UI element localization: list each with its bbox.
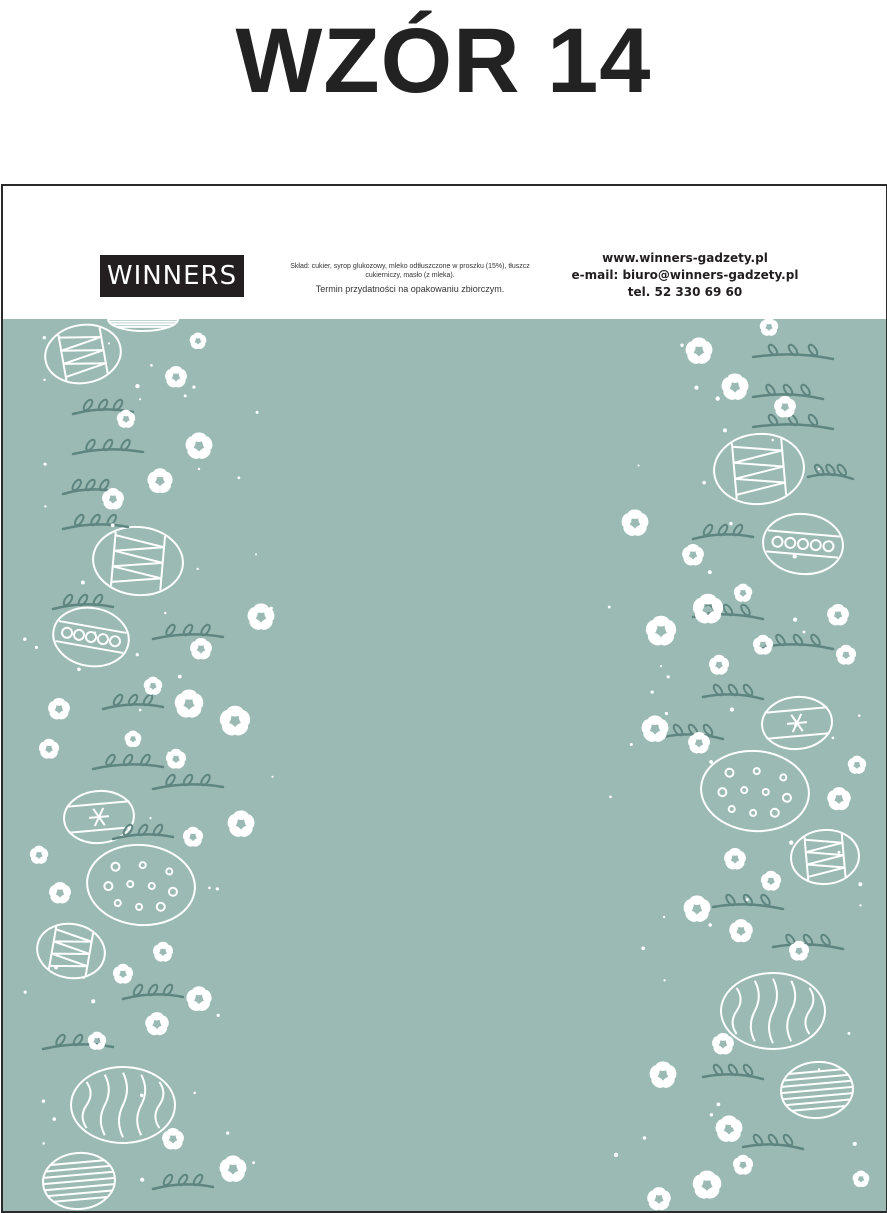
speckle-dot bbox=[256, 411, 259, 414]
flower-icon bbox=[682, 895, 712, 924]
flower-icon bbox=[711, 1033, 736, 1056]
flower-icon bbox=[112, 964, 135, 986]
speckle-dot bbox=[93, 631, 96, 634]
leaf-sprig-icon bbox=[63, 513, 128, 529]
email-text: e-mail: biuro@winners-gadzety.pl bbox=[571, 268, 799, 282]
speckle-dot bbox=[111, 523, 115, 527]
speckle-dot bbox=[52, 712, 56, 716]
flower-icon bbox=[723, 848, 748, 871]
speckle-dot bbox=[739, 598, 741, 600]
speckle-dot bbox=[139, 709, 142, 712]
flower-icon bbox=[101, 488, 126, 511]
easter-egg-icon bbox=[789, 827, 861, 887]
easter-egg-icon bbox=[71, 1067, 175, 1143]
speckle-dot bbox=[24, 991, 27, 994]
speckle-dot bbox=[237, 476, 240, 479]
speckle-dot bbox=[81, 581, 85, 585]
speckle-dot bbox=[729, 375, 732, 378]
speckle-dot bbox=[630, 743, 633, 746]
flower-icon bbox=[720, 373, 750, 402]
flower-icon bbox=[646, 1187, 673, 1211]
flower-icon bbox=[173, 690, 205, 721]
speckle-dot bbox=[23, 638, 26, 641]
leaf-sprig-icon bbox=[713, 893, 783, 909]
speckle-dot bbox=[858, 882, 862, 886]
speckle-dot bbox=[708, 570, 712, 574]
flower-icon bbox=[182, 827, 205, 849]
speckle-dot bbox=[818, 468, 820, 470]
speckle-dot bbox=[192, 386, 195, 389]
easter-egg-icon bbox=[761, 511, 846, 578]
leaf-sprig-icon bbox=[153, 623, 223, 639]
speckle-dot bbox=[193, 1092, 196, 1095]
phone-text: tel. 52 330 69 60 bbox=[627, 285, 743, 299]
speckle-dot bbox=[818, 1068, 820, 1070]
flower-icon bbox=[143, 677, 164, 697]
flower-icon bbox=[48, 882, 73, 905]
speckle-dot bbox=[77, 667, 81, 671]
flower-icon bbox=[760, 871, 783, 893]
speckle-dot bbox=[702, 481, 706, 485]
speckle-dot bbox=[252, 1161, 255, 1164]
flower-icon bbox=[189, 638, 214, 661]
leaf-sprig-icon bbox=[703, 1063, 763, 1079]
speckle-dot bbox=[196, 568, 198, 570]
flower-icon bbox=[826, 787, 853, 812]
easter-egg-icon bbox=[84, 840, 199, 929]
flower-icon bbox=[226, 810, 256, 839]
speckle-dot bbox=[793, 554, 797, 558]
speckle-dot bbox=[44, 463, 47, 466]
leaf-sprig-icon bbox=[93, 753, 163, 769]
leaf-sprig-icon bbox=[763, 633, 833, 649]
flower-icon bbox=[184, 432, 214, 461]
speckle-dot bbox=[651, 690, 654, 693]
ingredients-block bbox=[285, 262, 535, 296]
speckle-dot bbox=[717, 1102, 721, 1106]
speckle-dot bbox=[139, 398, 141, 400]
easter-egg-icon bbox=[108, 319, 178, 331]
speckle-dot bbox=[54, 965, 58, 969]
speckle-dot bbox=[270, 607, 273, 610]
speckle-dot bbox=[140, 1178, 144, 1182]
speckle-dot bbox=[164, 612, 166, 614]
speckle-dot bbox=[42, 1099, 45, 1102]
speckle-dot bbox=[663, 979, 665, 981]
speckle-dot bbox=[832, 737, 835, 740]
flower-icon bbox=[146, 468, 174, 495]
easter-egg-icon bbox=[698, 746, 813, 835]
speckle-dot bbox=[643, 1136, 646, 1139]
expiry-text: Termin przydatności na opakowaniu zbiorczym. bbox=[315, 284, 505, 294]
speckle-dot bbox=[638, 464, 640, 466]
leaf-sprig-icon bbox=[73, 438, 143, 454]
speckle-dot bbox=[135, 384, 139, 388]
leaf-sprig-icon bbox=[113, 823, 173, 839]
easter-egg-icon bbox=[721, 973, 825, 1049]
speckle-dot bbox=[794, 723, 797, 726]
speckle-dot bbox=[746, 898, 749, 901]
speckle-dot bbox=[858, 714, 861, 717]
flower-icon bbox=[144, 1012, 171, 1037]
flower-icon bbox=[691, 594, 725, 626]
easter-egg-pattern bbox=[3, 319, 886, 1211]
contact-block bbox=[565, 250, 805, 301]
flower-icon bbox=[759, 319, 780, 337]
speckle-dot bbox=[789, 840, 793, 844]
flower-icon bbox=[47, 698, 72, 721]
flower-icon bbox=[87, 1032, 108, 1052]
leaf-sprig-icon bbox=[743, 1133, 803, 1149]
easter-egg-icon bbox=[90, 523, 186, 599]
speckle-dot bbox=[723, 428, 727, 432]
flower-icon bbox=[648, 1061, 678, 1090]
speckle-dot bbox=[167, 751, 169, 753]
speckle-dot bbox=[663, 916, 665, 918]
flower-icon bbox=[835, 645, 858, 667]
flower-icon bbox=[732, 1155, 755, 1177]
flower-icon bbox=[124, 731, 143, 749]
flower-icon bbox=[152, 942, 175, 964]
flower-icon bbox=[714, 1115, 744, 1144]
speckle-dot bbox=[140, 1094, 143, 1097]
leaf-sprig-icon bbox=[123, 983, 183, 999]
flower-icon bbox=[684, 337, 714, 366]
speckle-dot bbox=[641, 946, 645, 950]
speckle-dot bbox=[731, 1124, 735, 1128]
flower-icon bbox=[728, 919, 755, 944]
flower-icon bbox=[691, 1171, 723, 1202]
speckle-dot bbox=[43, 379, 45, 381]
leaf-sprig-icon bbox=[703, 683, 763, 699]
flower-icon bbox=[852, 1171, 871, 1189]
speckle-dot bbox=[608, 606, 611, 609]
easter-egg-icon bbox=[49, 602, 134, 672]
speckle-dot bbox=[667, 675, 670, 678]
leaf-sprig-icon bbox=[153, 773, 223, 789]
flower-icon bbox=[752, 635, 775, 657]
speckle-dot bbox=[793, 618, 797, 622]
speckle-dot bbox=[859, 904, 861, 906]
flower-icon bbox=[644, 616, 678, 648]
flower-icon bbox=[218, 1155, 248, 1184]
leaf-sprig-icon bbox=[753, 343, 833, 359]
flower-icon bbox=[847, 756, 868, 776]
speckle-dot bbox=[208, 887, 211, 890]
easter-egg-icon bbox=[779, 1059, 856, 1121]
easter-egg-icon bbox=[41, 1150, 118, 1211]
speckle-dot bbox=[35, 646, 38, 649]
speckle-dot bbox=[853, 1142, 857, 1146]
easter-egg-icon bbox=[711, 430, 807, 508]
speckle-dot bbox=[837, 788, 840, 791]
speckle-dot bbox=[226, 1131, 229, 1134]
flower-icon bbox=[185, 986, 213, 1013]
flower-icon bbox=[164, 366, 189, 389]
label-header bbox=[3, 186, 886, 319]
easter-egg-icon bbox=[760, 694, 834, 752]
flower-icon bbox=[189, 333, 208, 351]
easter-egg-icon bbox=[33, 919, 109, 984]
speckle-dot bbox=[847, 1032, 850, 1035]
speckle-dot bbox=[149, 817, 151, 819]
speckle-dot bbox=[44, 505, 46, 507]
speckle-dot bbox=[184, 394, 187, 397]
speckle-dot bbox=[709, 760, 713, 764]
speckle-dot bbox=[198, 468, 200, 470]
speckle-dot bbox=[771, 439, 774, 442]
leaf-sprig-icon bbox=[808, 463, 853, 479]
flower-icon bbox=[708, 655, 731, 677]
speckle-dot bbox=[614, 1153, 618, 1157]
speckle-dot bbox=[665, 712, 668, 715]
speckle-dot bbox=[708, 923, 712, 927]
speckle-dot bbox=[216, 887, 219, 890]
flower-icon bbox=[161, 1128, 186, 1151]
leaf-sprig-icon bbox=[693, 523, 753, 539]
speckle-dot bbox=[694, 386, 698, 390]
flower-icon bbox=[620, 509, 650, 538]
ingredients-text: Skład: cukier, syrop glukozowy, mleko odtłuszczone w proszku (15%), tłuszcz cukierniczy, masło (z mleka). bbox=[290, 263, 530, 279]
speckle-dot bbox=[82, 976, 85, 979]
winners-logo: WINNERS bbox=[100, 255, 244, 297]
flower-icon bbox=[38, 739, 61, 761]
easter-egg-icon bbox=[41, 319, 126, 389]
wrapper-design-panel bbox=[1, 184, 887, 1213]
flower-icon bbox=[218, 706, 252, 738]
speckle-dot bbox=[255, 553, 257, 555]
speckle-dot bbox=[838, 851, 841, 854]
speckle-dot bbox=[271, 776, 273, 778]
design-title: WZÓR 14 bbox=[235, 10, 652, 112]
speckle-dot bbox=[43, 336, 46, 339]
flower-icon bbox=[733, 584, 754, 604]
speckle-dot bbox=[730, 708, 734, 712]
leaf-sprig-icon bbox=[153, 1173, 213, 1189]
flower-icon bbox=[29, 846, 50, 866]
speckle-dot bbox=[217, 1014, 220, 1017]
flower-icon bbox=[826, 604, 851, 627]
leaf-sprig-icon bbox=[103, 693, 163, 709]
speckle-dot bbox=[803, 631, 806, 634]
speckle-dot bbox=[609, 795, 612, 798]
speckle-dot bbox=[716, 396, 720, 400]
speckle-dot bbox=[680, 344, 683, 347]
speckle-dot bbox=[150, 364, 153, 367]
speckle-dot bbox=[91, 999, 95, 1003]
speckle-dot bbox=[136, 653, 139, 656]
speckle-dot bbox=[710, 1113, 713, 1116]
leaf-sprig-icon bbox=[53, 593, 113, 609]
speckle-dot bbox=[108, 342, 110, 344]
speckle-dot bbox=[178, 675, 182, 679]
speckle-dot bbox=[729, 522, 733, 526]
website-text: www.winners-gadzety.pl bbox=[602, 251, 768, 265]
leaf-sprig-icon bbox=[753, 413, 833, 429]
speckle-dot bbox=[660, 665, 662, 667]
speckle-dot bbox=[42, 1142, 45, 1145]
flower-icon bbox=[640, 715, 670, 744]
easter-pattern-area bbox=[3, 319, 886, 1211]
speckle-dot bbox=[52, 1117, 56, 1121]
flower-icon bbox=[681, 544, 706, 567]
